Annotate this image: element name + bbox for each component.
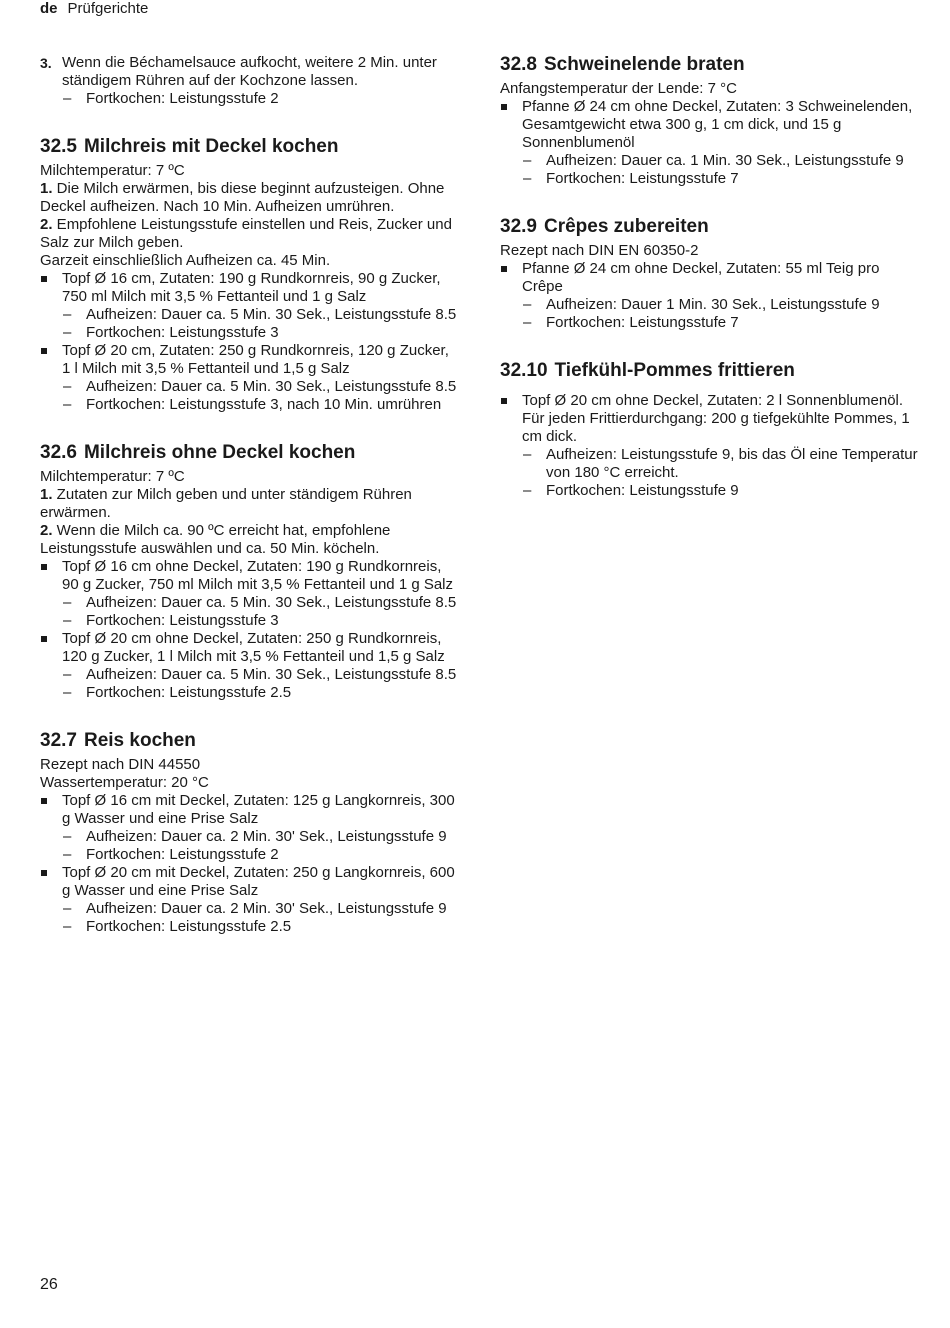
bullet-item: Topf Ø 16 cm, Zutaten: 190 g Rundkornreis, 90 g Zucker, 750 ml Milch mit 3,5 % Fettanteil und 1 g Salz [40,270,460,306]
milk-temperature: Milchtemperatur: 7 ºC [40,162,185,179]
dash-item: – Fortkochen: Leistungsstufe 2.5 [40,918,460,936]
intro-dash-item: – Fortkochen: Leistungsstufe 2 [40,90,460,108]
bullet-item: Topf Ø 20 cm mit Deckel, Zutaten: 250 g Langkornreis, 600 g Wasser und eine Prise Salz [40,864,460,900]
step-number: 2. [40,522,53,539]
dash-item: – Fortkochen: Leistungsstufe 9 [500,482,920,500]
dash-item: – Aufheizen: Dauer ca. 5 Min. 30 Sek., Leistungsstufe 8.5 [40,378,460,396]
dash-item: – Aufheizen: Dauer ca. 1 Min. 30 Sek., Leistungsstufe 9 [500,152,920,170]
dash-item: – Aufheizen: Dauer 1 Min. 30 Sek., Leistungsstufe 9 [500,296,920,314]
section-title: Reis kochen [83,730,196,751]
section-number: 32.6 [40,442,77,463]
step-text: Empfohlene Leistungsstufe einstellen und Reis, Zucker und Salz zur Milch geben. [40,216,452,251]
step-number: 2. [40,216,53,233]
bullet-item: Topf Ø 20 cm ohne Deckel, Zutaten: 250 g Rundkornreis, 120 g Zucker, 1 l Milch mit 3,5 % Fettanteil und 1,5 g Salz [40,630,460,666]
bullet-item: Topf Ø 16 cm ohne Deckel, Zutaten: 190 g Rundkornreis, 90 g Zucker, 750 ml Milch mit 3,5 % Fettanteil und 1 g Salz [40,558,460,594]
section-title: Milchreis ohne Deckel kochen [83,442,356,463]
dash-item: – Aufheizen: Dauer ca. 2 Min. 30' Sek., Leistungsstufe 9 [40,828,460,846]
dash-item: – Aufheizen: Dauer ca. 5 Min. 30 Sek., Leistungsstufe 8.5 [40,306,460,324]
section-heading-32-8 [500,54,920,76]
section-number: 32.5 [40,136,77,157]
recipe-reference: Rezept nach DIN 44550 [40,756,201,773]
header-title: Prüfgerichte [67,0,149,17]
section-title: Tiefkühl-Pommes frittieren [554,360,795,381]
page-header [40,0,148,18]
step-text: Zutaten zur Milch geben und unter ständigem Rühren erwärmen. [40,486,412,521]
step-text: Wenn die Milch ca. 90 ºC erreicht hat, empfohlene Leistungsstufe auswählen und ca. 50 Min. köcheln. [40,522,391,557]
section-number: 32.8 [500,54,537,75]
section-heading-32-9 [500,216,920,238]
dash-item: – Aufheizen: Dauer ca. 2 Min. 30' Sek., Leistungsstufe 9 [40,900,460,918]
language-code: de [40,0,58,17]
dash-item: – Fortkochen: Leistungsstufe 3, nach 10 Min. umrühren [40,396,460,414]
section-title: Schweinelende braten [543,54,745,75]
cooking-time: Garzeit einschließlich Aufheizen ca. 45 Min. [40,252,331,269]
dash-item: – Aufheizen: Dauer ca. 5 Min. 30 Sek., Leistungsstufe 8.5 [40,594,460,612]
step-number: 3. [40,55,52,71]
section-heading-32-5 [40,136,460,158]
water-temperature: Wassertemperatur: 20 °C [40,774,209,791]
section-title: Milchreis mit Deckel kochen [83,136,339,157]
start-temperature: Anfangstemperatur der Lende: 7 °C [500,80,737,97]
bullet-item: Pfanne Ø 24 cm ohne Deckel, Zutaten: 55 ml Teig pro Crêpe [500,260,920,296]
dash-item: – Fortkochen: Leistungsstufe 7 [500,314,920,332]
left-column [40,54,460,936]
dash-item: – Aufheizen: Leistungsstufe 9, bis das Öl eine Temperatur von 180 °C erreicht. [500,446,920,482]
dash-item: – Fortkochen: Leistungsstufe 7 [500,170,920,188]
right-column [500,54,920,500]
section-title: Crêpes zubereiten [543,216,709,237]
bullet-item: Topf Ø 16 cm mit Deckel, Zutaten: 125 g Langkornreis, 300 g Wasser und eine Prise Salz [40,792,460,828]
bullet-item: Topf Ø 20 cm ohne Deckel, Zutaten: 2 l Sonnenblumenöl. Für jeden Frittierdurchgang: 200 g tiefgekühlte Pommes, 1 cm dick. [500,392,920,446]
step-text: Wenn die Béchamelsauce aufkocht, weitere 2 Min. unter ständigem Rühren auf der Kochzone lassen. [62,54,437,89]
dash-item: – Fortkochen: Leistungsstufe 3 [40,324,460,342]
milk-temperature: Milchtemperatur: 7 ºC [40,468,185,485]
recipe-reference: Rezept nach DIN EN 60350-2 [500,242,699,259]
step-text: Die Milch erwärmen, bis diese beginnt aufzusteigen. Ohne Deckel aufheizen. Nach 10 Min. Aufheizen umrühren. [40,180,445,215]
bullet-item: Topf Ø 20 cm, Zutaten: 250 g Rundkornreis, 120 g Zucker, 1 l Milch mit 3,5 % Fettanteil und 1,5 g Salz [40,342,460,378]
dash-item: – Fortkochen: Leistungsstufe 2.5 [40,684,460,702]
section-number: 32.10 [500,360,548,381]
intro-step-3 [40,54,460,90]
instruction-step-1 [40,180,460,216]
page-number: 26 [40,1276,58,1293]
section-heading-32-7 [40,730,460,752]
section-heading-32-10 [500,360,920,382]
step-number: 1. [40,180,53,197]
dash-item: – Aufheizen: Dauer ca. 5 Min. 30 Sek., Leistungsstufe 8.5 [40,666,460,684]
dash-item: – Fortkochen: Leistungsstufe 2 [40,846,460,864]
instruction-step-1 [40,486,460,522]
section-heading-32-6 [40,442,460,464]
section-number: 32.7 [40,730,77,751]
section-number: 32.9 [500,216,537,237]
dash-item: – Fortkochen: Leistungsstufe 3 [40,612,460,630]
bullet-item: Pfanne Ø 24 cm ohne Deckel, Zutaten: 3 Schweinelenden, Gesamtgewicht etwa 300 g, 1 cm dick, und 15 g Sonnenblumenöl [500,98,920,152]
instruction-step-2 [40,216,460,252]
instruction-step-2 [40,522,460,558]
step-number: 1. [40,486,53,503]
